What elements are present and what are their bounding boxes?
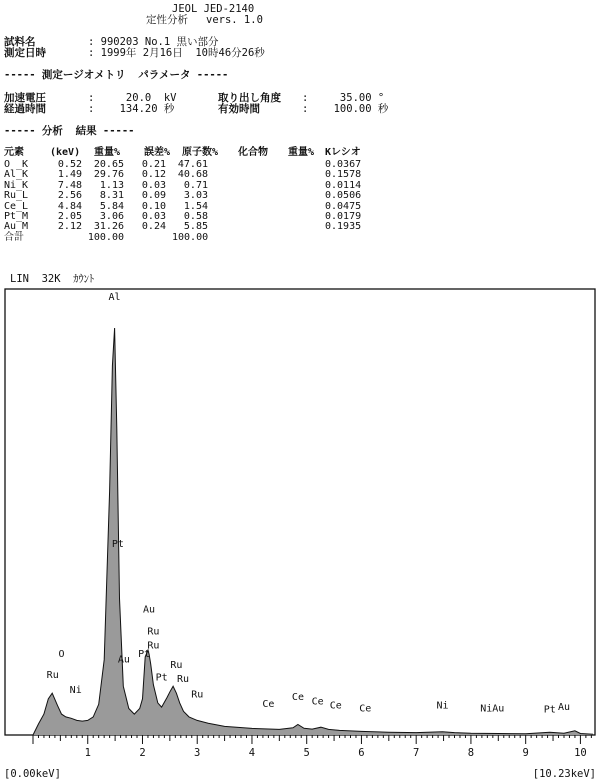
table-cell: 0.71 [183,179,208,191]
table-cell: 1.49 [57,169,82,181]
table-cell: 元素 [4,147,24,158]
spectrum-area [33,328,593,735]
peak-label: Ce [311,696,324,708]
table-cell: 5.84 [99,200,124,212]
x-min-label: [0.00keV] [4,768,61,780]
measure-date-label: 測定日時 [4,47,46,59]
table-cell: 2.56 [57,190,82,202]
table-cell: 0.1578 [325,169,362,181]
table-cell: 31.26 [93,221,124,233]
voltage-value: : 20.0 kV [88,92,177,104]
table-row [0,222,600,232]
table-cell: Au_M [4,221,29,233]
table-cell: 29.76 [93,169,124,181]
table-cell: 合計 [4,232,24,243]
x-tick-label: 6 [358,747,365,759]
table-cell: 0.0506 [325,190,362,202]
table-cell: 0.0114 [325,179,362,191]
software-version: vers. 1.0 [206,14,263,26]
table-cell: Ce_L [4,200,29,212]
peak-label: Pt [138,648,151,660]
elapsed-time-label: 経過時間 [4,103,46,115]
table-cell: 0.58 [183,211,208,222]
peak-label: Au [117,654,130,666]
x-tick-label: 3 [194,747,201,759]
x-tick-label: 2 [139,747,146,759]
table-cell: 誤差% [144,147,171,158]
table-cell: 7.48 [57,179,82,191]
table-cell: 0.24 [141,221,166,233]
table-cell: 4.84 [57,200,82,212]
table-cell: 重量% [288,147,315,158]
sample-name-label: 試料名 [4,36,36,48]
table-cell: 3.03 [183,190,208,202]
peak-label: Ru [170,660,183,672]
peak-label: Ce [262,699,275,711]
table-cell: 8.31 [99,190,124,202]
table-cell: 47.61 [177,159,208,170]
table-cell: 40.68 [177,169,208,181]
table-row [0,181,600,191]
live-time-label: 有効時間 [218,103,260,115]
table-cell: (keV) [50,147,81,158]
table-row [0,170,600,180]
table-cell: Al_K [4,169,29,181]
table-cell: Pt_M [4,211,29,222]
table-cell: 1.54 [183,200,208,212]
results-section-title: ----- 分析 結果 ----- [4,125,135,137]
x-tick-label: 10 [574,747,587,759]
x-tick-label: 1 [84,747,91,759]
table-cell: O _K [4,159,29,170]
elapsed-time-value: : 134.20 秒 [88,103,175,115]
table-cell: 100.00 [172,232,209,243]
x-tick-label: 7 [413,747,420,759]
plot-frame [5,289,595,735]
table-cell: 2.05 [57,211,82,222]
sample-name-value: : 990203 No.1 黒い部分 [88,36,219,48]
table-cell: 0.52 [57,159,82,170]
peak-label: Ce [329,700,342,712]
table-cell: 0.0367 [325,159,362,170]
peak-label: Ru [147,626,160,638]
table-row [0,160,600,170]
table-cell: Ru_L [4,190,29,202]
peak-label: Ce [359,703,372,715]
peak-label: Ru [147,640,160,652]
peak-label: Au [143,604,156,616]
table-cell: 1.13 [99,179,124,191]
table-total-row [0,233,600,243]
table-cell: 0.0179 [325,211,362,222]
live-time-value: : 100.00 秒 [302,103,389,115]
x-tick-label: 8 [467,747,475,759]
peak-label: Ru [191,689,204,701]
table-cell: 0.09 [141,190,166,202]
x-max-label: [10.23keV] [532,768,596,780]
measure-date-value: : 1999年 2月16日 10時46分26秒 [88,47,265,59]
table-row [0,212,600,222]
peak-label: Ru [46,669,59,681]
table-cell: 0.03 [141,179,166,191]
peak-label: Pt [543,704,556,716]
table-header [0,148,600,158]
peak-label: O [58,648,65,660]
x-tick-label: 4 [248,747,256,759]
table-cell: 0.12 [141,169,166,181]
table-cell: 化合物 [238,147,268,158]
table-cell: 重量% [94,147,121,158]
eds-spectrum-chart [0,283,600,782]
table-cell: 3.06 [99,211,124,222]
scale-label: LIN 32K ｶｳﾝﾄ [10,273,95,285]
geometry-section-title: ----- 測定ージオメトリ パラメータ ----- [4,69,229,81]
peak-label: Ni [69,685,82,697]
x-tick-label: 5 [303,747,310,759]
voltage-label: 加速電圧 [4,92,46,104]
table-cell: 0.21 [141,159,166,170]
x-tick-label: 9 [522,747,529,759]
peak-label: Al [108,292,121,304]
table-row [0,191,600,201]
instrument-name: JEOL JED-2140 [172,3,255,15]
table-cell: 100.00 [87,232,124,243]
table-cell: Kレシオ [325,147,361,158]
table-cell: 20.65 [93,159,124,170]
table-row [0,202,600,212]
table-cell: 5.85 [183,221,208,233]
peak-label: Ce [291,692,304,704]
peak-label: Ru [176,674,190,686]
peak-label: Pt [111,538,124,550]
peak-label: Ni [436,700,449,712]
analysis-mode: 定性分析 [146,14,188,26]
table-cell: 0.0475 [325,200,362,212]
table-cell: 0.03 [141,211,166,222]
peak-label: Au [557,701,571,713]
table-cell: 2.12 [57,221,82,233]
table-cell: Ni_K [4,179,29,191]
peak-label: Ni [480,703,493,715]
takeoff-angle-value: : 35.00 ° [302,92,385,104]
table-cell: 原子数% [182,147,219,158]
table-cell: 0.10 [141,200,166,212]
takeoff-angle-label: 取り出し角度 [218,92,281,104]
table-cell: 0.1935 [325,221,362,233]
peak-label: Au [492,703,505,715]
peak-label: Pt [155,672,168,684]
